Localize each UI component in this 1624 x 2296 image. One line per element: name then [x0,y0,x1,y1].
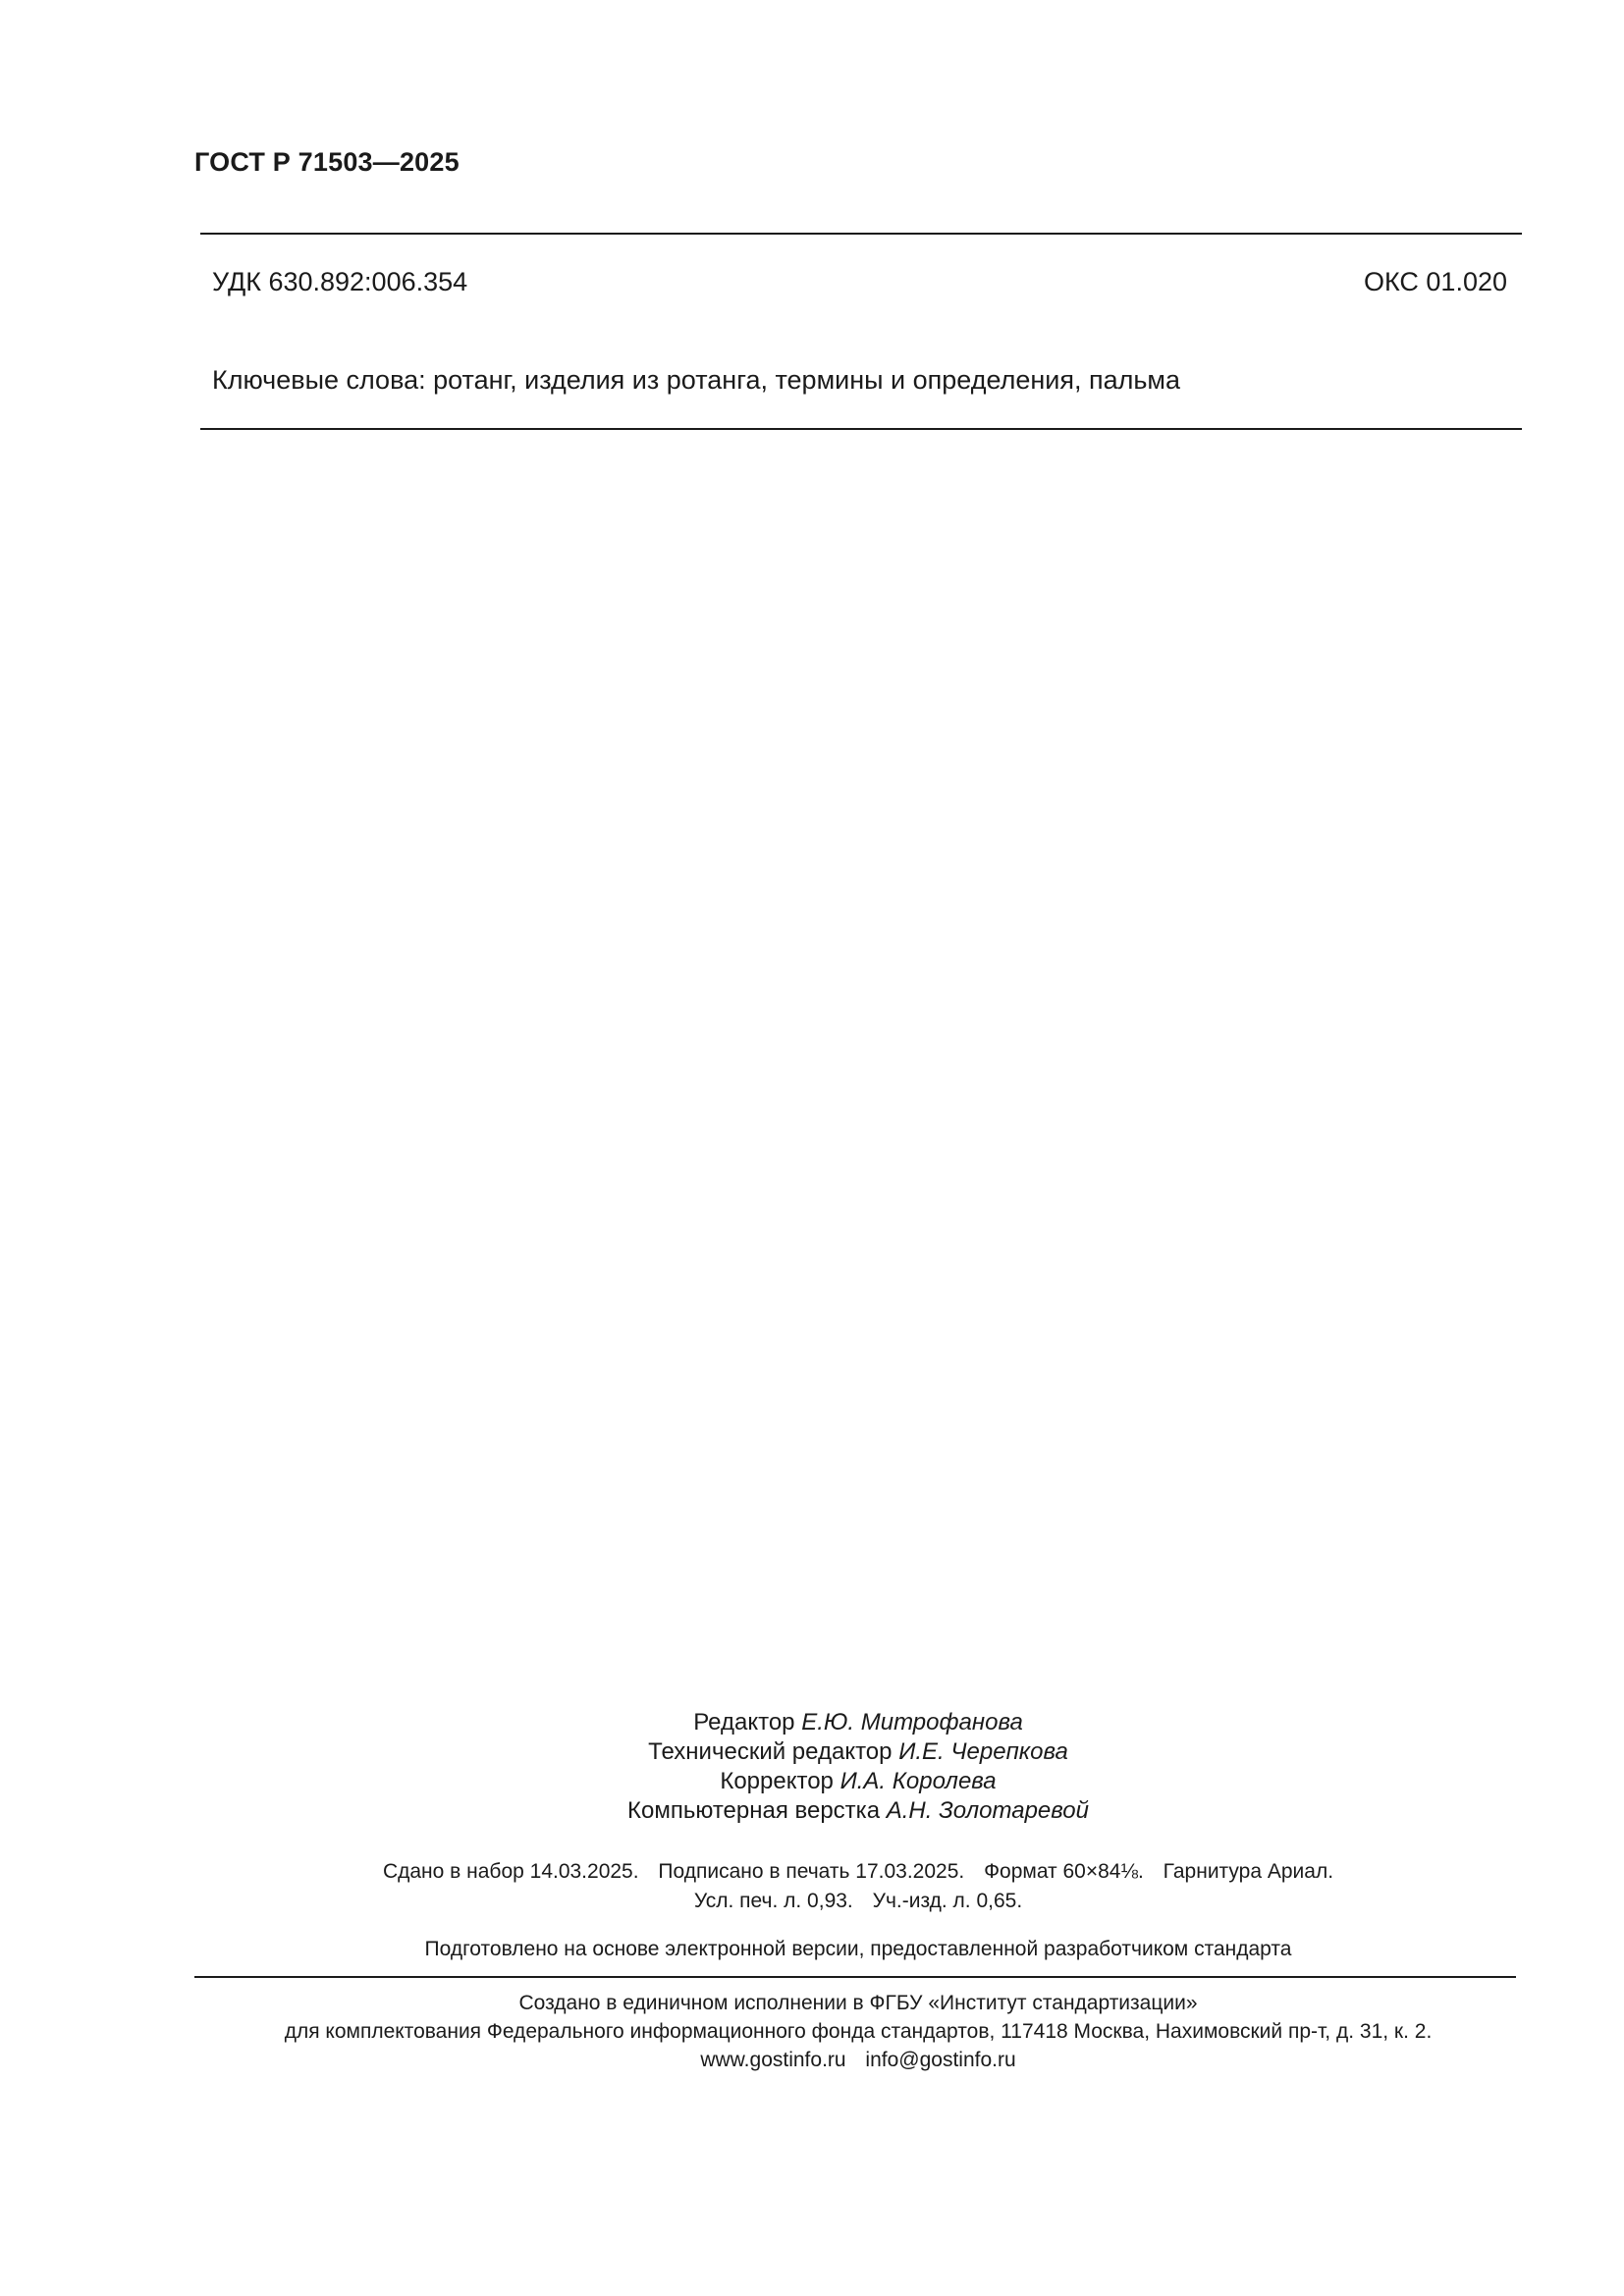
document-id: ГОСТ Р 71503—2025 [194,147,460,177]
footer-line-1: Создано в единичном исполнении в ФГБУ «Институт стандартизации» [518,1992,1198,2014]
publication-info [46,1857,1624,1916]
publication-line-2 [46,1887,1624,1916]
credit-name: И.Е. Черепкова [898,1738,1068,1765]
credits-block [46,1708,1624,1826]
credit-role: Редактор [693,1709,795,1735]
print-sheets: Усл. печ. л. 0,93. [693,1890,853,1912]
footer-line-2: для комплектования Федерального информационного фонда стандартов, 117418 Москва, Нахимовский пр-т, д. 31, к. 2. [284,2020,1433,2043]
submitted-date: Сдано в набор 14.03.2025. [382,1860,639,1883]
credit-layout [46,1796,1624,1826]
signed-date: Подписано в печать 17.03.2025. [658,1860,965,1883]
credit-tech-editor [46,1737,1624,1767]
footer-divider [194,1976,1516,1978]
typeface: Гарнитура Ариал. [1163,1860,1334,1883]
oks-code: ОКС 01.020 [1363,267,1507,296]
edit-sheets: Уч.-изд. л. 0,65. [872,1890,1023,1912]
credit-name: А.Н. Золотаревой [886,1797,1089,1824]
prepared-note: Подготовлено на основе электронной версии, предоставленной разработчиком стандарта [424,1938,1292,1960]
credit-role: Компьютерная верстка [627,1797,881,1824]
print-format: Формат 60×84⅛. [984,1860,1144,1883]
credit-name: И.А. Королева [839,1768,997,1794]
credit-role: Технический редактор [648,1738,893,1765]
credit-editor [46,1708,1624,1737]
publisher-footer [46,1989,1624,2074]
keywords-divider [200,428,1522,430]
credit-role: Корректор [720,1768,834,1794]
top-divider [200,233,1522,235]
website-link[interactable]: www.gostinfo.ru [700,2049,846,2071]
udk-code: УДК 630.892:006.354 [212,267,468,296]
footer-contacts [46,2046,1624,2074]
publication-line-1 [46,1857,1624,1887]
email-link[interactable]: info@gostinfo.ru [865,2049,1016,2071]
credit-proofreader [46,1767,1624,1796]
credit-name: Е.Ю. Митрофанова [801,1709,1023,1735]
keywords: Ключевые слова: ротанг, изделия из ротанга, термины и определения, пальма [212,365,1180,395]
